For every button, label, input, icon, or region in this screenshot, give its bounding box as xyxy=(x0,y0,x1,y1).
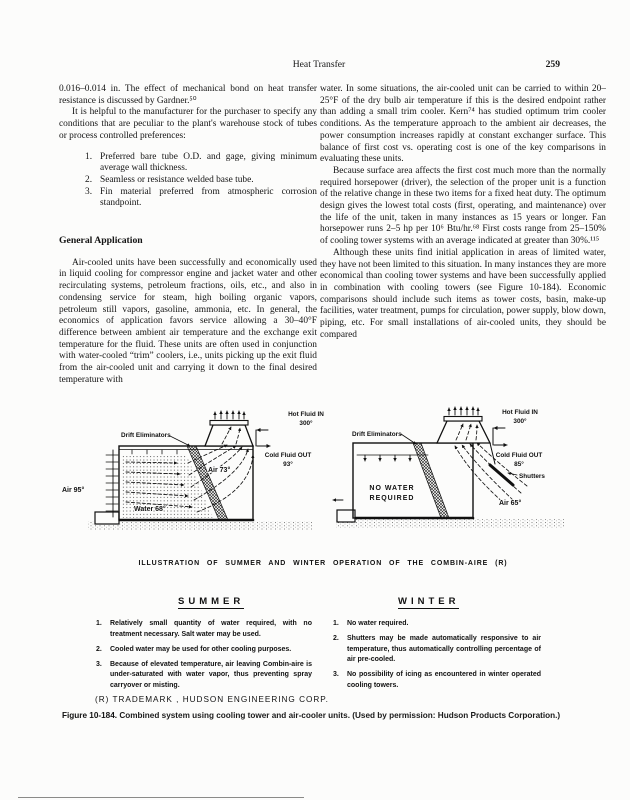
list-item: 1. No water required. xyxy=(333,620,409,627)
list-item: 2. Cooled water may be used for other cooling purposes. xyxy=(96,645,292,653)
illustration-caption: ILLUSTRATION OF SUMMER AND WINTER OPERATION OF THE COMBIN-AIRE (R) xyxy=(138,560,508,567)
hot-fluid-in-label: Hot Fluid IN xyxy=(288,411,324,418)
stack-exhaust-arrows xyxy=(215,411,244,419)
list-item: 2. Shutters may be made automatically responsive to air temperature, thus automatically controlling percentage of air pre-cooled. xyxy=(333,635,541,664)
right-column xyxy=(320,84,606,341)
tower-body xyxy=(353,443,473,518)
winter-diagram xyxy=(333,407,564,528)
page-header xyxy=(0,59,630,70)
summer-list xyxy=(96,619,312,696)
no-water-required-label: REQUIRED xyxy=(369,495,415,502)
drift-eliminator-band xyxy=(413,443,449,518)
ground xyxy=(88,521,312,530)
air-95-label: Air 95° xyxy=(62,487,85,494)
air-65-label: Air 65° xyxy=(499,500,522,507)
cold-fluid-out-label: Cold Fluid OUT xyxy=(495,452,543,459)
figure-10-184-diagrams xyxy=(0,405,630,557)
page-number: 259 xyxy=(545,59,560,70)
stack-exhaust-arrows xyxy=(449,407,478,415)
ground xyxy=(336,519,564,528)
drift-eliminators-label: Drift Eliminators xyxy=(352,431,402,438)
paragraph: 0.016–0.014 in. The effect of mechanical bond on heat transfer resistance is discussed by Gardner.⁵⁰ xyxy=(59,84,317,106)
fan-stack xyxy=(205,425,253,446)
shutters-label: Shutters xyxy=(519,473,545,480)
air-73-label: Air 73° xyxy=(208,467,231,474)
list-item: 3. Because of elevated temperature, air leaving Combin-aire is under-saturated with water vapor, thus preventing spray carryover or misting. xyxy=(96,660,312,689)
preferences-list xyxy=(85,152,317,211)
winter-heading: WINTER xyxy=(398,596,460,607)
trademark-note: (R) TRADEMARK , HUDSON ENGINEERING CORP. xyxy=(95,695,329,704)
water-68-label: Water 68° xyxy=(134,506,166,513)
basin-sump xyxy=(337,510,355,522)
fluid-piping xyxy=(256,430,270,446)
list-item: 3. No possibility of icing as encountered in winter operated cooling towers. xyxy=(333,671,541,689)
paragraph: Because surface area affects the first cost much more than the normally required horsepower (driver), the selection of the proper unit is a function of the relative change in these two items for a fixed heat duty. The optimum design gives the lowest total costs (first, operating, and maintenance) over the life of the unit, taken in many instances as 15 years or longer. Fan horsepower runs 2–5 hp per 10⁶ Btu/hr.⁶⁸ First costs range from 25–150% of cooling tower systems with an average indicated at greater than 30%.¹¹⁵ xyxy=(320,165,606,247)
air-intake-louvers xyxy=(106,455,118,511)
fluid-piping xyxy=(493,428,507,445)
cold-fluid-out-temp: 85° xyxy=(514,461,524,468)
idle-spray-nozzles xyxy=(365,455,410,461)
paragraph: Although these units find initial application in areas of limited water, they have not been limited to this situation. In many instances they are more economical than cooling tower systems and have been successfully applied in combination with cooling towers (see Figure 10-184). Economic comparisons should include such items as tower costs, basin, make-up facilities, water treatment, pumps for circulation, power supply, blow down, piping, etc. For small installations of air-cooled units, they should be compared xyxy=(320,247,606,340)
fan-stack xyxy=(437,421,490,443)
section-heading: General Application xyxy=(59,235,143,247)
winter-list xyxy=(333,619,541,696)
cold-fluid-out-temp: 93° xyxy=(283,461,293,468)
paragraph: It is helpful to the manufacturer for the purchaser to specify any conditions that are peculiar to the plant's warehouse stock of tubes or process controlled preferences: xyxy=(59,107,317,141)
list-item: 3. Fin material preferred from atmospheric corrosion standpoint. xyxy=(85,186,317,209)
cold-fluid-out-label: Cold Fluid OUT xyxy=(264,452,312,459)
basin-sump xyxy=(95,512,119,524)
no-water-required-label: NO WATER xyxy=(369,485,415,492)
scan-artifact-line xyxy=(18,797,304,799)
drift-eliminators-label: Drift Eliminators xyxy=(121,432,171,439)
hot-fluid-in-label: Hot Fluid IN xyxy=(502,409,538,416)
summer-heading: SUMMER xyxy=(178,596,245,607)
figure-caption-text: Combined system using cooling tower and air-cooler units. (Used by permission: Hudson Products Corporation.) xyxy=(117,711,561,720)
summer-diagram xyxy=(62,411,324,530)
hot-fluid-in-temp: 300° xyxy=(299,420,313,427)
left-column xyxy=(59,84,317,386)
page-header-title: Heat Transfer xyxy=(292,59,346,70)
paragraph: Air-cooled units have been successfully and economically used in liquid cooling for compressor engine and jacket water and other recirculating systems, petroleum fractions, oils, etc., and also in condensing service for steam, high boiling organic vapors, petroleum still vapors, gasoline, ammonia, etc. In general, the economics of application favors service allowing a 30–40°F difference between ambient air temperature and the exchange exit temperature for the fluid. These units are often used in conjunction with water-cooled “trim” coolers, i.e., units picking up the exit fluid from the air-cooled unit and carrying it down to the final desired temperature with xyxy=(59,257,317,385)
paragraph: water. In some situations, the air-cooled unit can be carried to within 20–25°F of the dry bulb air temperature if this is the desired endpoint rather than adding a small trim cooler. Kern⁷⁴ has studied optimum trim cooler conditions. As the temperature approach to the ambient air decreases, the power consumption increases rapidly at constant exchanger surface. This balance of first cost vs. operating cost is one of the key comparisons in evaluating these units. xyxy=(320,84,606,165)
list-item: 2. Seamless or resistance welded base tube. xyxy=(85,174,254,185)
list-item: 1. Relatively small quantity of water required, with no treatment necessary. Salt water may be used. xyxy=(96,620,312,638)
figure-caption xyxy=(62,711,607,720)
list-item: 1. Preferred bare tube O.D. and gage, giving minimum average wall thickness. xyxy=(85,151,317,174)
hot-fluid-in-temp: 300° xyxy=(513,418,527,425)
figure-caption-label: Figure 10-184. xyxy=(62,711,118,720)
